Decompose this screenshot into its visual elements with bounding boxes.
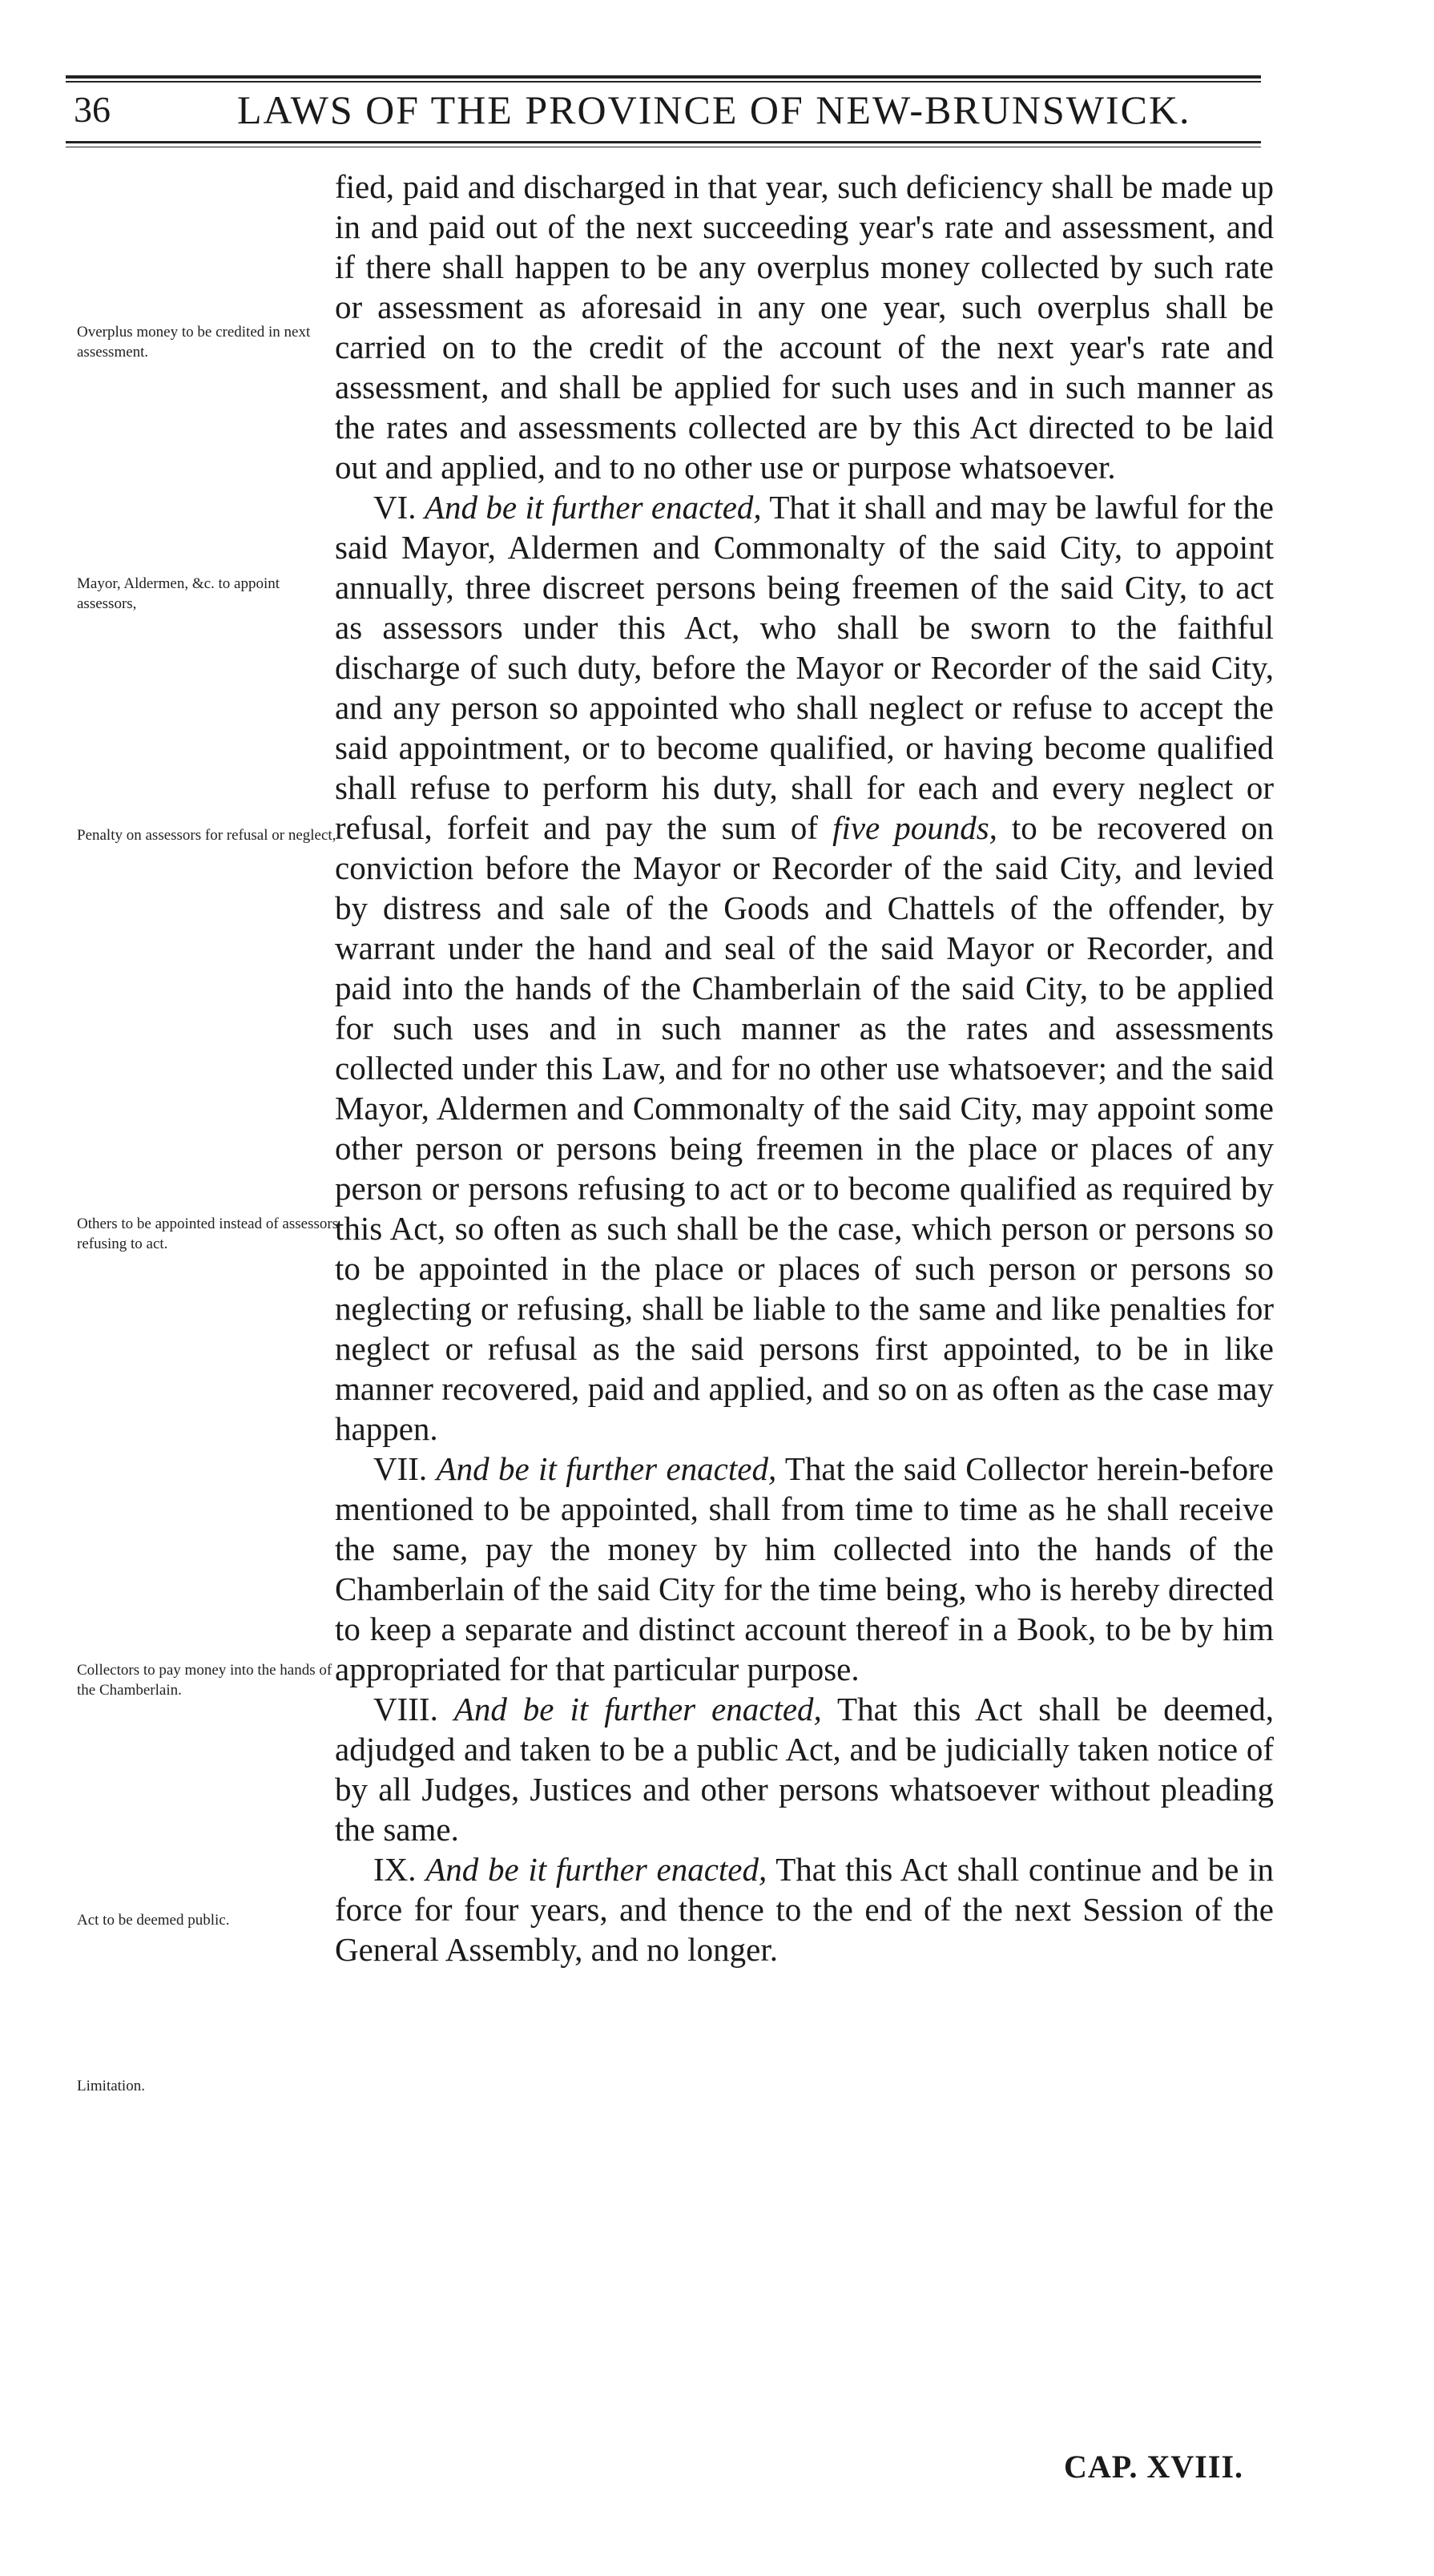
section-text: That this Act shall continue and be in force for four years, and thence to the end of the next Session of the General Assembly, and no longer.: [335, 1851, 1274, 1968]
margin-note: Collectors to pay money into the hands of the Chamberlain.: [77, 1662, 332, 1699]
section-9: [335, 1849, 1274, 1969]
margin-note: Others to be appointed instead of assessors refusing to act.: [77, 1215, 339, 1252]
margin-note: Limitation.: [77, 2078, 145, 2094]
section-6: [335, 487, 1274, 1449]
page-number: 36: [74, 89, 111, 130]
section-text: That it shall and may be lawful for the said Mayor, Aldermen and Commonalty of the said City, to appoint annually, three discreet persons being freemen of the said City, to act as assessors under this Act, who shall be sworn to the faithful discharge of such duty, before the Mayor or Recorder of the said City, and any person so appointed who shall neglect or refuse to accept the said appointment, or to become qualified, or having become qualified shall refuse to perform his duty, shall for each and every neglect or refusal, forfeit and pay the sum of: [335, 489, 1275, 846]
section-text: That this Act shall be deemed, adjudged and taken to be a public Act, and be judicially taken notice of by all Judges, Justices and other persons whatsoever without pleading the same.: [335, 1691, 1275, 1848]
page-header: [66, 82, 1261, 139]
section-number: VI.: [373, 489, 417, 526]
section-text: to be recovered on conviction before the Mayor or Recorder of the said City, and levied by distress and sale of the Goods and Chattels of the offender, by warrant under the hand and seal of the said Mayor or Recorder, and paid into the hands of the Chamberlain of the said City, to be applied for such uses and in such manner as the rates and assessments collected under this Law, and for no other use whatsoever; and the said Mayor, Aldermen and Commonalty of the said City, may appoint some other person or persons being freemen in the place or places of any person or persons refusing to act or to become qualified as required by this Act, so often as such shall be the case, which person or persons so to be appointed in the place or places of such person or persons so neglecting or refusing, shall be liable to the same and like penalties for neglect or refusal as the said persons first appointed, to be in like manner recovered, paid and applied, and so on as often as the case may happen.: [335, 809, 1275, 1447]
paragraph-continued: fied, paid and discharged in that year, such deficiency shall be made up in and paid out of the next succeeding year's rate and assessment, and if there shall happen to be any overplus money collected by such rate or assessment as aforesaid in any one year, such overplus shall be carried on to the credit of the account of the next year's rate and assessment, and shall be applied for such uses and in such manner as the rates and assessments collected are by this Act directed to be laid out and applied, and to no other use or purpose whatsoever.: [335, 168, 1274, 486]
body-text: [335, 167, 1274, 1969]
enacting-clause: And be it further enacted,: [425, 1851, 767, 1888]
penalty-sum: five pounds,: [832, 809, 997, 846]
enacting-clause: And be it further enacted,: [453, 1691, 822, 1727]
header-rule-top: [66, 75, 1261, 79]
section-number: VIII.: [373, 1691, 438, 1727]
margin-note: Penalty on assessors for refusal or neglect,: [77, 827, 336, 844]
section-text: That the said Collector herein-before mentioned to be appointed, shall from time to time as he shall receive the same, pay the money by him collected into the hands of the Chamberlain of the said City for the time being, who is hereby directed to keep a separate and distinct account thereof in a Book, to be by him appropriated for that particular purpose.: [335, 1450, 1274, 1687]
section-7: [335, 1449, 1274, 1689]
enacting-clause: And be it further enacted,: [436, 1450, 777, 1487]
catchword: CAP. XVIII.: [1064, 2449, 1244, 2485]
margin-note: Act to be deemed public.: [77, 1912, 230, 1929]
section-number: IX.: [373, 1851, 417, 1888]
section-number: VII.: [373, 1450, 428, 1487]
enacting-clause: And be it further enacted,: [424, 489, 762, 526]
section-8: [335, 1689, 1274, 1849]
running-title: LAWS OF THE PROVINCE OF NEW-BRUNSWICK.: [237, 87, 1191, 132]
margin-note: Mayor, Aldermen, &c. to appoint assessors,: [77, 575, 280, 612]
margin-note: Overplus money to be credited in next assessment.: [77, 324, 311, 361]
header-rule-bottom: [66, 141, 1261, 143]
